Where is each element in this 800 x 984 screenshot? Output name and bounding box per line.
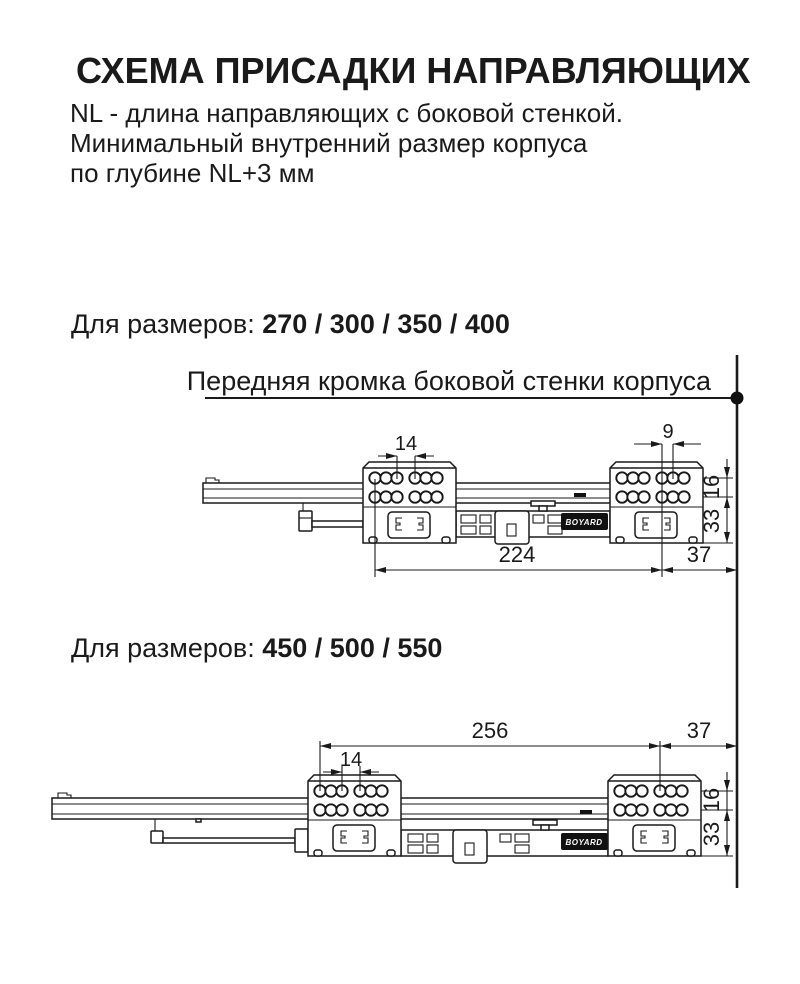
svg-text:14: 14 <box>339 749 363 771</box>
svg-text:33: 33 <box>699 821 724 847</box>
diagram-1 <box>203 421 737 577</box>
dim-16-33-diagram2 <box>699 772 733 856</box>
sizes-label-2: Для размеров: <box>71 633 263 663</box>
sizes-label-1: Для размеров: <box>71 309 263 339</box>
dim-37-diagram1 <box>662 542 737 573</box>
svg-text:256: 256 <box>471 718 509 743</box>
svg-text:37: 37 <box>686 718 712 743</box>
bracket-back-2 <box>308 775 401 856</box>
svg-text:33: 33 <box>699 508 724 534</box>
svg-text:37: 37 <box>686 542 712 567</box>
page-title: СХЕМА ПРИСАДКИ НАПРАВЛЯЮЩИХ <box>76 50 751 91</box>
svg-text:224: 224 <box>498 542 536 567</box>
note-line-3: по глубине NL+3 мм <box>70 158 315 188</box>
bracket-front-2 <box>608 775 701 856</box>
svg-text:16: 16 <box>699 787 724 813</box>
rail-dash-mark <box>580 810 592 814</box>
front-edge-label: Передняя кромка боковой стенки корпуса <box>186 366 711 396</box>
boyard-logo: BOYARD <box>565 838 603 847</box>
note-line-2: Минимальный внутренний размер корпуса <box>70 128 588 158</box>
svg-text:16: 16 <box>699 474 724 500</box>
svg-text:9: 9 <box>662 421 674 443</box>
sizes-values-1: 270 / 300 / 350 / 400 <box>262 309 510 339</box>
rail-dash-mark <box>574 493 586 497</box>
bracket-back-1 <box>363 462 456 543</box>
sizes-values-2: 450 / 500 / 550 <box>262 633 443 663</box>
center-clip <box>495 511 529 544</box>
boyard-logo: BOYARD <box>565 518 603 527</box>
diagram-2 <box>52 718 737 863</box>
center-clip <box>453 830 487 863</box>
note-line-1: NL - длина направляющих с боковой стенкой. <box>70 98 623 128</box>
front-edge-dot <box>731 392 744 405</box>
bracket-front-1 <box>610 462 703 543</box>
svg-text:14: 14 <box>394 433 418 455</box>
dim-37-diagram2 <box>660 718 737 749</box>
dim-16-33-diagram1 <box>699 459 733 543</box>
